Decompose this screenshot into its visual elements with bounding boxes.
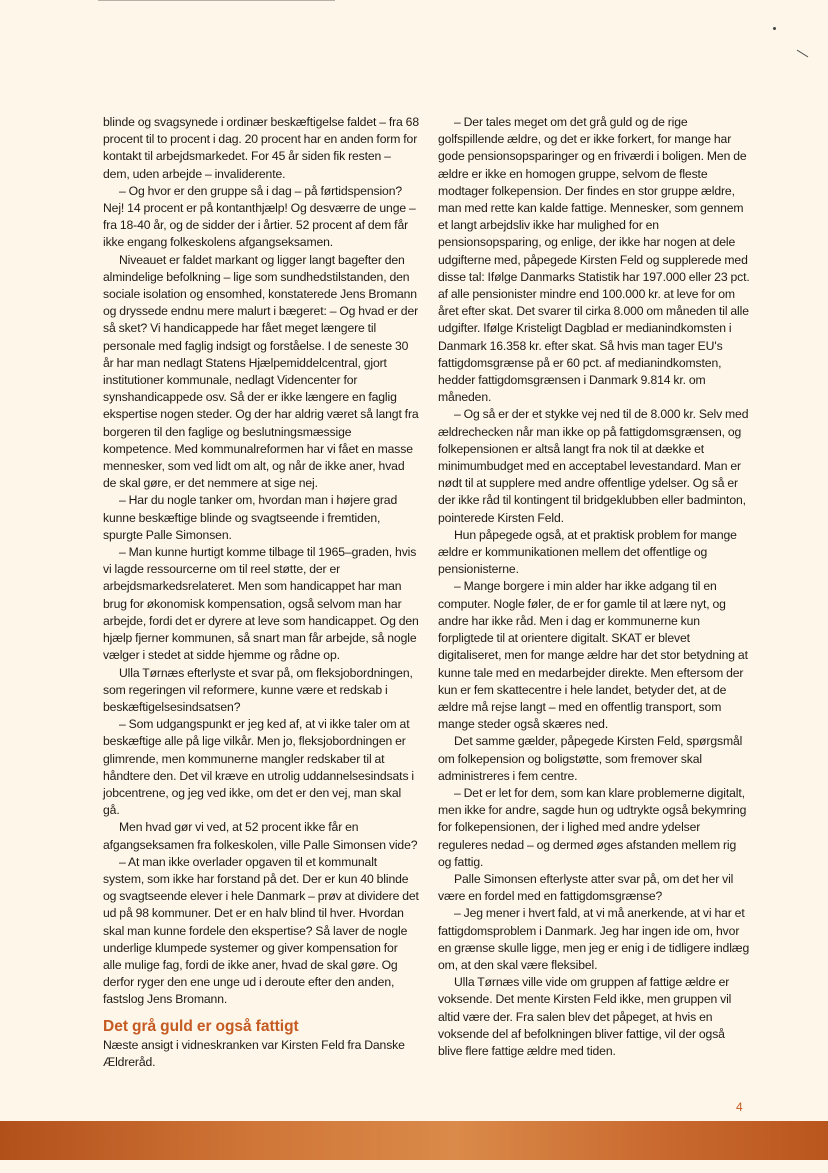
paragraph: Hun påpegede også, at et praktisk problem for mange ældre er kommunikationen mellem det offentlige og pensionisterne. xyxy=(438,527,737,577)
paragraph: Næste ansigt i vidneskranken var Kirsten Feld fra Danske Ældreråd. xyxy=(103,1037,405,1069)
paragraph: – Har du nogle tanker om, hvordan man i højere grad kunne beskæftige blinde og svagtseende i fremtiden, spurgte Palle Simonsen. xyxy=(103,493,398,542)
paragraph: – At man ikke overlader opgaven til et kommunalt system, som ikke har forstand på det. Der er kun 40 blinde og svagtseende elever i hele Danmark – prøv at dividere det ud på 98 kommuner. Det er en halv blind til hver. Hvordan skal man kunne fordele den ekspertise? Så laver de nogle underlige klumpede systemer og giver kompensation for alle mulige fag, fordi de ikke aner, hvad de skal gøre. Og derfor ryger den ene unge ud i deroute efter den anden, fastslog Jens Bromann. xyxy=(103,854,419,1007)
paragraph: Niveauet er faldet markant og ligger langt bagefter den almindelige befolkning – lige som sundhedstilstanden, den sociale isolation og ensomhed, konstaterede Jens Bromann og dryssede endnu mere malurt i bægeret: – Og hvad er der så sket? Vi handicappede har fået meget længere til personale med faglig indsigt og forståelse. I de seneste 30 år har man nedlagt Statens Hjælpemiddelcentral, gjort institutioner kommunale, nedlagt Videncenter for synshandicappede osv. Så der er ikke længere en faglig ekspertise nogen steder. Og der har aldrig været så langt fra borgeren til den faglige og beslutningsmæssige kompetence. Med kommunalreformen har vi fået en masse mennesker, som ved lidt om alt, og når de ikke aner, hvad de skal gøre, er det nemmere at sige nej. xyxy=(103,252,419,491)
paragraph: – Man kunne hurtigt komme tilbage til 1965–graden, hvis vi lagde ressourcerne om til reel støtte, der er arbejdsmarkedsrelateret. Men som handicappet har man brug for økonomisk kompensation, også selvom man har arbejde, fordi det er dyrere at leve som handicappet. Og den hjælp fjerner kommunen, så snart man får arbejde, så nogle vælger i stedet at sidde hjemme og rådne op. xyxy=(103,545,419,663)
paragraph: – Jeg mener i hvert fald, at vi må anerkende, at vi har et fattigdomsproblem i Danmark. Jeg har ingen ide om, hvor en grænse skulle ligge, men jeg er enig i de tidligere indlæg om, at den skal være fleksibel. xyxy=(438,906,750,972)
scan-mark-dot xyxy=(773,27,776,30)
paragraph: Men hvad gør vi ved, at 52 procent ikke får en afgangseksamen fra folkeskolen, ville Palle Simonsen vide? xyxy=(103,820,418,852)
paragraph: – Og så er der et stykke vej ned til de 8.000 kr. Selv med ældrechecken når man ikke op på fattigdomsgrænsen, og folkepensionen er altså langt fra nok til at dække et minimumbudget med en acceptabel levestandard. Man er nødt til at supplere med andre offentlige ydelser. Og så er der ikke råd til kontingent til bridgeklubben eller badminton, pointerede Kirsten Feld. xyxy=(438,407,749,525)
paragraph: Det samme gælder, påpegede Kirsten Feld, spørgsmål om folkepension og boligstøtte, som fremover skal administreres i fem centre. xyxy=(438,734,743,783)
left-column xyxy=(103,114,419,1071)
paragraph: – Det er let for dem, som kan klare problemerne digitalt, men ikke for andre, sagde hun og udtrykte også bekymring for folkepensionen, der i lighed med andre ydelser reguleres nedad – og dermed øges afstanden mellem rig og fattig. xyxy=(438,785,747,869)
paragraph: Ulla Tørnæs efterlyste et svar på, om fleksjobordningen, som regeringen vil reformere, kunne være et redskab i beskæftigelsesindsatsen? xyxy=(103,665,413,714)
paragraph: – Der tales meget om det grå guld og de rige golfspillende ældre, og det er ikke forkert, for mange har gode pensionsopsparinger og en friværdi i boligen. Men de ældre er ikke en homogen gruppe, selvom de fleste modtager folkepension. Der findes en stor gruppe ældre, man med rette kan kalde fattige. Mennesker, som gennem et langt arbejdsliv ikke har mulighed for en pensionsopsparing, og enlige, der ikke har nogen at dele udgifterne med, påpegede Kirsten Feld og supplerede med disse tal: Ifølge Danmarks Statistik har 197.000 eller 23 pct. af alle pensionister mindre end 100.000 kr. at leve for om året efter skat. Det svarer til cirka 8.000 om måneden til alle udgifter. Ifølge Kristeligt Dagblad er medianindkomsten i Danmark 16.358 kr. efter skat. Så hvis man tager EU's fattigdomsgrænse på er 60 pct. af medianindkomsten, hedder fattigdomsgrænsen i Danmark 9.814 kr. om måneden. xyxy=(438,115,750,405)
page-number: 4 xyxy=(736,1100,743,1114)
scan-mark-line xyxy=(797,50,809,58)
right-column xyxy=(438,114,752,1060)
paragraph: – Og hvor er den gruppe så i dag – på førtidspension? Nej! 14 procent er på kontanthjælp! Og desværre de unge – fra 18-40 år, og de sidder der i årtier. 52 procent af dem får ikke engang folkeskolens afgangseksamen. xyxy=(103,183,416,250)
paragraph: Palle Simonsen efterlyste atter svar på, om det her vil være en fordel med en fattigdomsgrænse? xyxy=(438,871,734,904)
paragraph: – Som udgangspunkt er jeg ked af, at vi ikke taler om at beskæftige alle på lige vilkår. Men jo, fleksjobordningen er glimrende, men kommunerne mangler redskaber til at håndtere den. Det vil kræve en utrolig uddannelsesindsats i jobcentrene, og jeg ved ikke, om det er den vej, man skal gå. xyxy=(103,717,414,818)
paragraph: Ulla Tørnæs ville vide om gruppen af fattige ældre er voksende. Det mente Kirsten Feld ikke, men gruppen vil altid være der. Fra salen blev det påpeget, at hvis en voksende del af befolkningen bliver fattige, vil der også blive flere fattige ældre med tiden. xyxy=(438,975,732,1058)
section-heading: Det grå guld er også fattigt xyxy=(103,1017,299,1035)
top-rule xyxy=(98,0,335,1)
paragraph: blinde og svagsynede i ordinær beskæftigelse faldet – fra 68 procent til to procent i dag. 20 procent har en anden form for kontakt til arbejdsmarkedet. For 45 år siden fik resten – dem, uden arbejde – invaliderente. xyxy=(103,115,419,181)
footer-color-band xyxy=(0,1121,828,1160)
paragraph: – Mange borgere i min alder har ikke adgang til en computer. Nogle føler, de er for gamle til at lære nyt, og andre har ikke råd. Men i dag er kommunerne kun forpligtede til at orientere digitalt. SKAT er blevet digitaliseret, men for mange ældre har det stor betydning at kunne tale med en medarbejder direkte. Men eftersom der kun er fem skattecentre i hele landet, betyder det, at de ældre må rejse langt – med en offentlig transport, som mange steder også skæres ned. xyxy=(438,579,748,732)
